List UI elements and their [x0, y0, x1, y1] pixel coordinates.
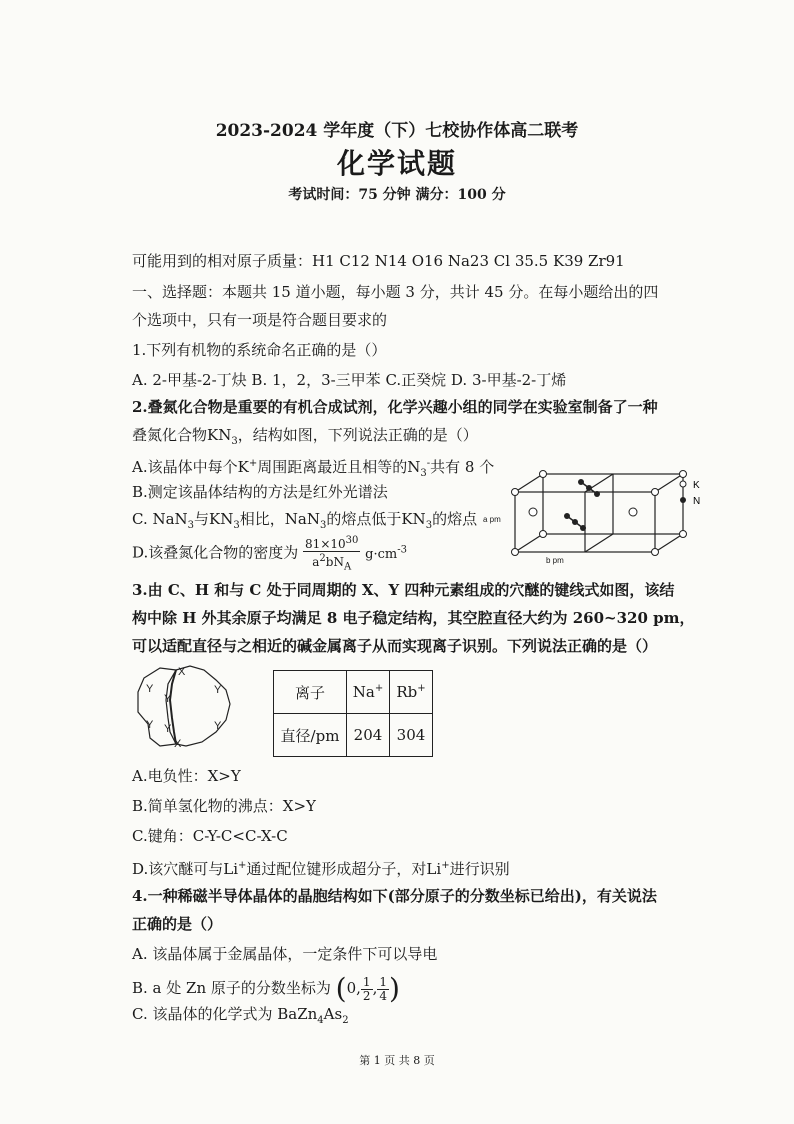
- page-title: 化学试题: [336, 147, 457, 180]
- q3-stem-cont2: 可以适配直径与之相近的碱金属离子从而实现离子识别。下列说法正确的是（）: [132, 637, 658, 655]
- section-heading-cont: 个选项中，只有一项是符合题目要求的: [132, 311, 388, 329]
- q4-option-c: C. 该晶体的化学式为 $BaZn_4As_2$: [132, 1005, 349, 1026]
- table-header-cell: Na+: [347, 671, 390, 714]
- q3-stem-cont: 构中除 H 外其余原子均满足 8 电子稳定结构，其空腔直径大约为 260~320 pm，: [132, 609, 695, 627]
- legend-n-label: N: [693, 496, 701, 507]
- table-cell: 304: [390, 714, 433, 757]
- q3-option-a: A.电负性：X>Y: [132, 767, 241, 785]
- q4-stem: 4.一种稀磁半导体晶体的晶胞结构如下(部分原子的分数坐标已给出)，有关说法: [132, 887, 657, 905]
- cryptand-figure: [130, 662, 250, 756]
- atom-y: Y: [164, 693, 172, 705]
- q1-options: A. 2-甲基-2-丁炔 B. 1，2，3-三甲苯 C.正癸烷 D. 3-甲基-2-丁烯: [132, 371, 567, 389]
- label-bpm: b pm: [546, 556, 564, 565]
- ion-diameter-table: [273, 670, 433, 757]
- table-header-cell: Rb+: [390, 671, 433, 714]
- exam-info: 考试时间：75 分钟 满分：100 分: [288, 187, 506, 203]
- q3-stem: 3.由 C、H 和与 C 处于同周期的 X、Y 四种元素组成的穴醚的键线式如图，该结: [132, 581, 675, 599]
- q2-stem-cont: 叠氮化合物$KN_3$，结构如图，下列说法正确的是（）: [132, 426, 478, 447]
- atom-y: Y: [164, 723, 172, 735]
- atom-y: Y: [146, 683, 154, 695]
- q2-option-c: C. NaN$_3$与$KN_3$相比，NaN$_3$的熔点低于$KN_3$的熔点: [132, 510, 478, 531]
- atom-y: Y: [214, 684, 222, 696]
- atomic-masses: 可能用到的相对原子质量：H1 C12 N14 O16 Na23 Cl 35.5 K39 Zr91: [132, 252, 625, 270]
- page-footer: 第 1 页 共 8 页: [359, 1054, 435, 1067]
- atom-x-bottom: X: [174, 738, 182, 750]
- atom-y: Y: [146, 719, 154, 731]
- density-fraction: $\frac{81\times 10^{30}}{a^2bN_A}$: [305, 535, 359, 573]
- label-apm: a pm: [483, 515, 501, 524]
- q4-option-b: B. a 处 Zn 原子的分数坐标为 (0, $\frac{1}{2}$ , $\frac{1}{4}$ ): [132, 972, 400, 1005]
- atom-x-top: X: [178, 666, 186, 678]
- table-cell: 204: [347, 714, 390, 757]
- q3-option-c: C.键角：C-Y-C<C-X-C: [132, 827, 288, 845]
- q2-option-b: B.测定该晶体结构的方法是红外光谱法: [132, 483, 388, 501]
- legend: [678, 478, 718, 508]
- atom-y: Y: [214, 720, 222, 732]
- legend-k-label: K: [693, 480, 700, 491]
- table-cell: 直径/pm: [274, 714, 347, 757]
- table-row: [274, 714, 433, 757]
- exam-subtitle: 2023-2024 学年度（下）七校协作体高二联考: [215, 121, 579, 141]
- q3-option-d: D.该穴醚可与Li+通过配位键形成超分子，对Li+进行识别: [132, 860, 510, 878]
- section-heading: 一、选择题：本题共 15 道小题，每小题 3 分，共计 45 分。在每小题给出的四: [132, 283, 659, 301]
- q4-stem-cont: 正确的是（）: [132, 915, 223, 933]
- q2-option-d: D.该叠氮化合物的密度为 $\frac{81\times 10^{30}}{a^2bN_A}$ $g\cdot cm^{-3}$: [132, 535, 407, 573]
- q3-option-b: B.简单氢化物的沸点：X>Y: [132, 797, 316, 815]
- q1-stem: 1.下列有机物的系统命名正确的是（）: [132, 341, 387, 359]
- legend-n-marker: [680, 497, 686, 503]
- legend-k-marker: [680, 481, 686, 487]
- q4-option-a: A. 该晶体属于金属晶体，一定条件下可以导电: [132, 945, 438, 963]
- q2-option-a: A.该晶体中每个K+周围距离最近且相等的$N_3^-$共有 8 个: [132, 458, 495, 479]
- table-row: [274, 671, 433, 714]
- q2-stem: 2.叠氮化合物是重要的有机合成试剂，化学兴趣小组的同学在实验室制备了一种: [132, 398, 658, 416]
- table-header-cell: 离子: [274, 671, 347, 714]
